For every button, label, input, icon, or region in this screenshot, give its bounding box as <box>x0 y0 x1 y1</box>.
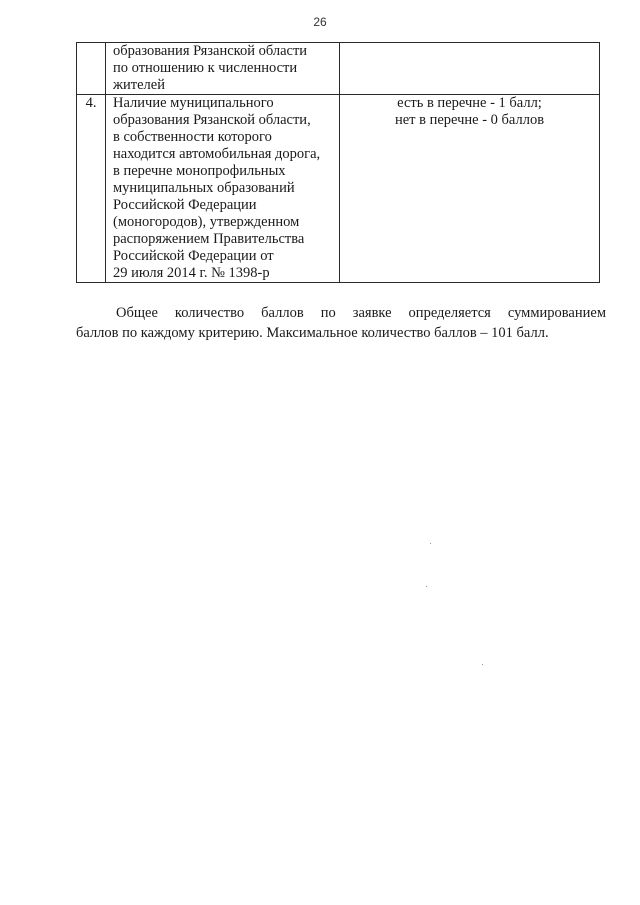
score-text-line: есть в перечне - 1 балл; <box>397 95 542 111</box>
summary-line: Общее количество баллов по заявке определяется суммированием <box>116 305 606 321</box>
criterion-text-line: по отношению к численности <box>113 60 298 76</box>
score-cell <box>340 43 600 95</box>
score-text-line: нет в перечне - 0 баллов <box>394 112 545 128</box>
table-row <box>77 95 600 283</box>
row-number-cell <box>77 43 106 95</box>
scan-speck <box>482 664 483 665</box>
criterion-text-line: образования Рязанской области <box>113 43 308 59</box>
criterion-text-line: распоряжением Правительства <box>113 231 305 247</box>
criterion-text-line: в перечне монопрофильных <box>113 163 286 179</box>
table-row <box>77 43 600 95</box>
summary-line: баллов по каждому критерию. Максимальное количество баллов – 101 балл. <box>76 325 549 341</box>
criterion-text-line: (моногородов), утвержденном <box>113 214 300 230</box>
criterion-text-line: Наличие муниципального <box>113 95 274 111</box>
summary-paragraph <box>76 303 606 343</box>
score-cell <box>340 95 600 283</box>
criteria-table <box>76 42 600 283</box>
page-number: 26 <box>313 15 327 29</box>
scan-speck <box>430 543 431 544</box>
scan-speck <box>426 586 427 587</box>
criterion-text-line: в собственности которого <box>113 129 272 145</box>
row-number-cell: 4. <box>77 95 106 283</box>
criterion-text-line: муниципальных образований <box>113 180 295 196</box>
criterion-text-cell <box>106 43 340 95</box>
criterion-text-line: находится автомобильная дорога, <box>113 146 321 162</box>
criterion-text-line: Российской Федерации <box>113 197 257 213</box>
criterion-text-line: жителей <box>113 77 165 93</box>
criterion-text-line: 29 июля 2014 г. № 1398-р <box>113 265 270 281</box>
criterion-text-line: образования Рязанской области, <box>113 112 311 128</box>
criterion-text-cell <box>106 95 340 283</box>
criterion-text-line: Российской Федерации от <box>113 248 274 264</box>
